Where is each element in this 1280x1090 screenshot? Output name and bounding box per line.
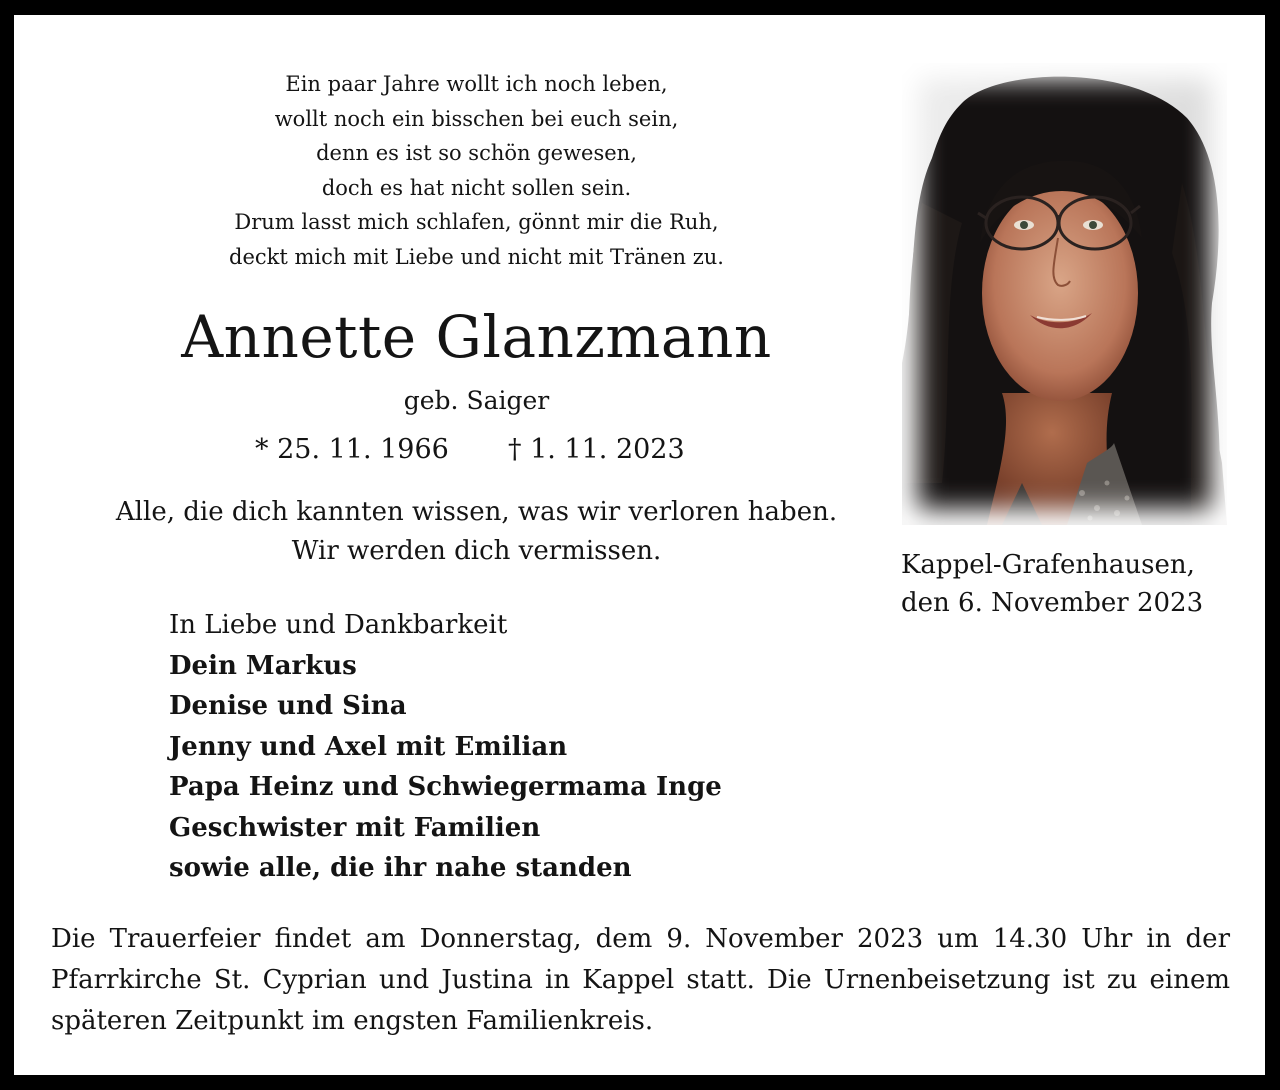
poem-line: Ein paar Jahre wollt ich noch leben, [285,72,668,96]
birth-date: * 25. 11. 1966 [255,434,449,465]
mourner-name: sowie alle, die ihr nahe standen [169,853,632,883]
mourner-name: Geschwister mit Familien [169,812,541,843]
portrait-illustration [902,63,1227,525]
place: Kappel-Grafenhausen, [901,550,1195,580]
condolence-text [14,493,939,571]
mourner-name: Jenny und Axel mit Emilian [169,731,568,762]
mourner-name: Dein Markus [169,650,357,681]
death-date: † 1. 11. 2023 [508,434,685,465]
poem-line: deckt mich mit Liebe und nicht mit Tränen zu. [229,244,724,269]
poem-line: wollt noch ein bisschen bei euch sein, [274,106,679,131]
mourners-intro: In Liebe und Dankbarkeit [169,610,508,640]
poem-line: Drum lasst mich schlafen, gönnt mir die Ruh, [234,210,719,235]
portrait-photo [902,63,1227,525]
mourner-name: Denise und Sina [169,691,407,721]
mourner-name: Papa Heinz und Schwiegermama Inge [169,772,722,802]
mourners-list [169,605,722,889]
maiden-name: geb. Saiger [403,386,550,415]
memorial-poem [14,67,939,275]
condolence-line: Alle, die dich kannten wissen, was wir verloren haben. [115,497,838,527]
poem-line: doch es hat nicht sollen sein. [321,175,632,200]
poem-line: denn es ist so schön gewesen, [316,141,637,166]
obituary-card [14,15,1265,1075]
funeral-notice: Die Trauerfeier findet am Donnerstag, dem 9. November 2023 um 14.30 Uhr in der Pfarrkirche St. Cyprian und Justina in Kappel statt. Die Urnenbeisetzung ist zu einem späteren Zeitpunkt im engsten Familienkreis. [51,924,1230,1036]
deceased-name: Annette Glanzmann [181,303,772,371]
date: den 6. November 2023 [901,588,1204,618]
place-and-date [901,546,1203,622]
condolence-line: Wir werden dich vermissen. [291,536,662,566]
